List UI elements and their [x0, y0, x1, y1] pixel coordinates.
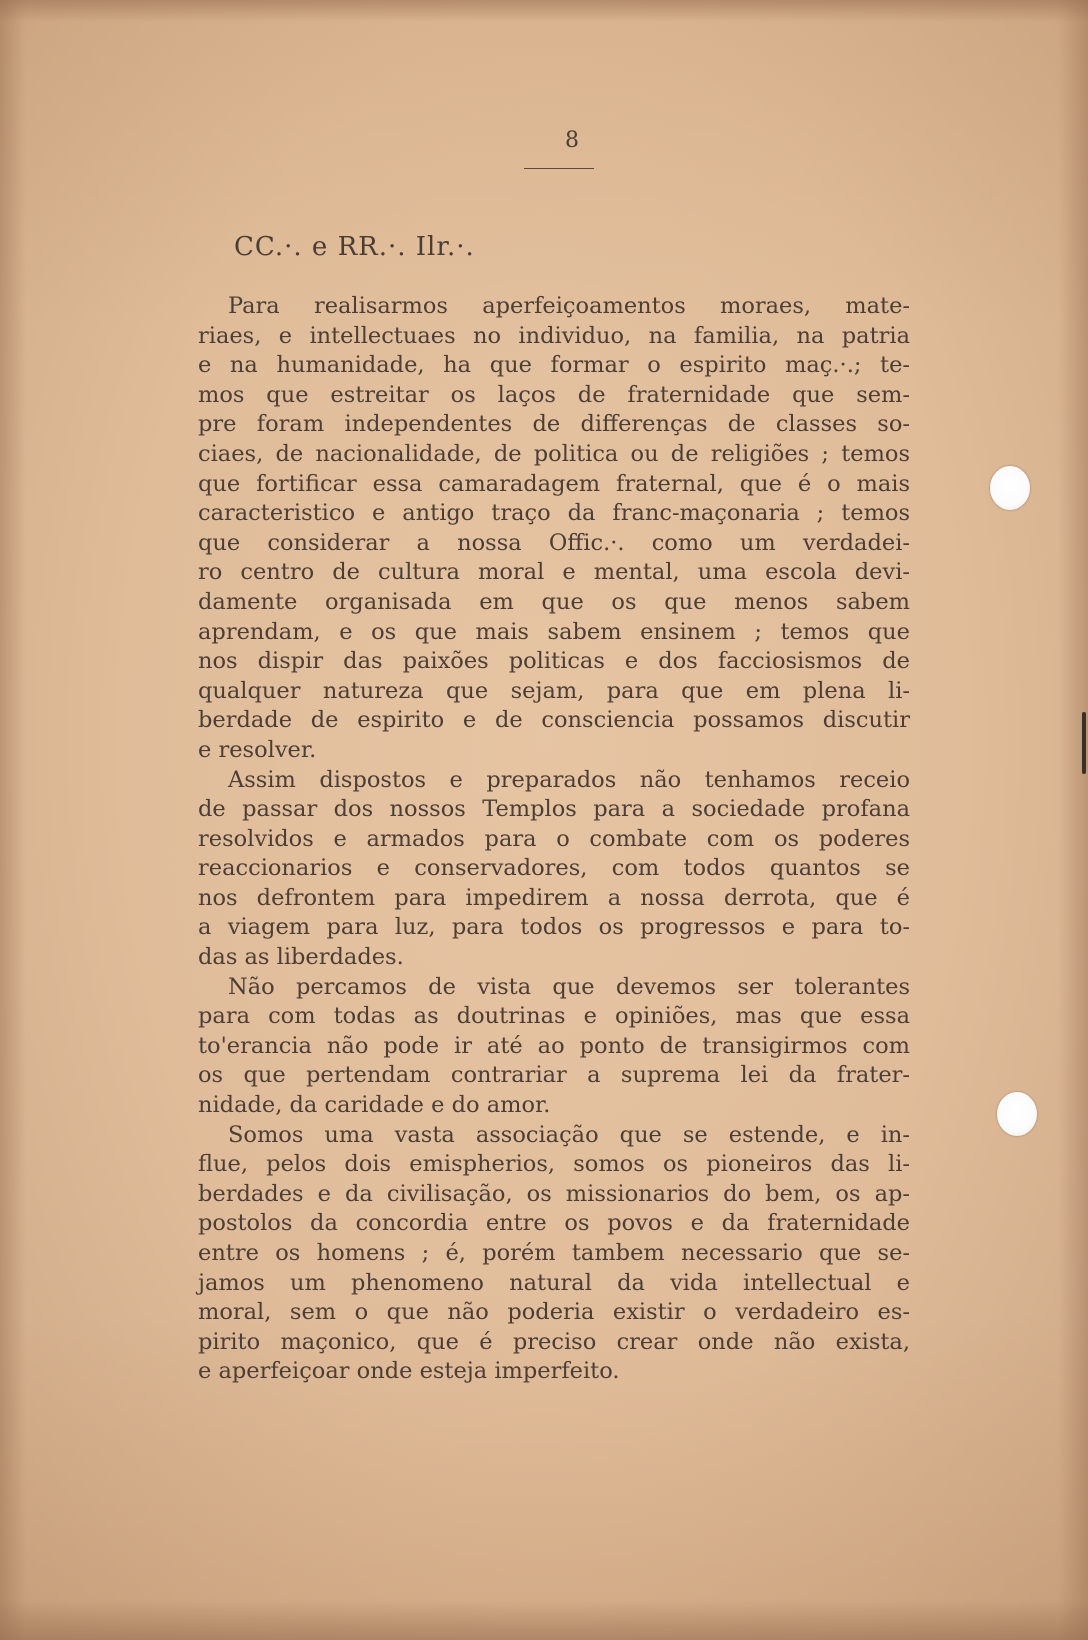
text-line: ciaes, de nacionalidade, de politica ou de religiões ; temos [198, 440, 910, 467]
text-line: qualquer natureza que sejam, para que em plena li- [198, 677, 910, 704]
text-line: jamos um phenomeno natural da vida intellectual e [198, 1269, 910, 1296]
page-number: 8 [565, 128, 579, 153]
text-line: to'erancia não pode ir até ao ponto de transigirmos com [198, 1032, 910, 1059]
paragraph [198, 1121, 910, 1387]
punch-hole [997, 1092, 1037, 1136]
punch-hole [990, 466, 1030, 510]
text-line: Somos uma vasta associação que se estende, e in- [228, 1121, 910, 1148]
text-line: caracteristico e antigo traço da franc-maçonaria ; temos [198, 500, 910, 527]
text-line: postolos da concordia entre os povos e da fraternidade [198, 1210, 910, 1237]
text-line: entre os homens ; é, porém tambem necessario que se- [198, 1240, 910, 1266]
text-line: riaes, e intellectuaes no individuo, na familia, na patria [198, 322, 910, 349]
text-line: resolvidos e armados para o combate com os poderes [198, 825, 910, 852]
paragraph [198, 292, 910, 766]
page-edge-shadow-right [1058, 0, 1088, 1640]
text-line: a viagem para luz, para todos os progressos e para to- [198, 914, 910, 941]
page-edge-shadow-left [0, 0, 26, 1640]
text-line: berdade de espirito e de consciencia possamos discutir [198, 707, 910, 734]
text-line: e resolver. [198, 736, 317, 763]
text-line: de passar dos nossos Templos para a sociedade profana [198, 796, 910, 823]
text-line: Não percamos de vista que devemos ser tolerantes [228, 973, 910, 1000]
text-line: para com todas as doutrinas e opiniões, mas que essa [198, 1003, 910, 1030]
text-line: berdades e da civilisação, os missionarios do bem, os ap- [198, 1180, 910, 1207]
text-line: aprendam, e os que mais sabem ensinem ; temos que [198, 618, 910, 645]
text-line: nos defrontem para impedirem a nossa derrota, que é [198, 884, 910, 911]
page-edge-shadow-bottom [0, 1600, 1088, 1640]
text-line: Para realisarmos aperfeiçoamentos moraes, mate- [228, 293, 910, 319]
text-line: moral, sem o que não poderia existir o verdadeiro es- [198, 1299, 910, 1326]
text-line: flue, pelos dois emispherios, somos os pioneiros das li- [198, 1151, 910, 1178]
text-line: reaccionarios e conservadores, com todos quantos se [198, 855, 910, 882]
text-line: que considerar a nossa Offic.·. como um verdadei- [198, 529, 910, 556]
paragraph [198, 766, 910, 973]
text-line: pre foram independentes de differenças de classes so- [198, 411, 910, 438]
paragraph [198, 973, 910, 1121]
page-number-rule [524, 168, 594, 169]
text-line: que fortificar essa camaradagem fraternal, que é o mais [198, 470, 910, 497]
text-line: e aperfeiçoar onde esteja imperfeito. [198, 1358, 620, 1385]
text-line: das as liberdades. [198, 944, 404, 971]
body-text [198, 292, 910, 1387]
text-line: pirito maçonico, que é preciso crear onde não exista, [198, 1328, 910, 1355]
salutation: CC.·. e RR.·. Ilr.·. [234, 232, 475, 262]
text-line: nidade, da caridade e do amor. [198, 1092, 551, 1119]
page-edge-shadow-top [0, 0, 1088, 22]
text-line: ro centro de cultura moral e mental, uma escola devi- [198, 559, 910, 586]
text-line: mos que estreitar os laços de fraternidade que sem- [198, 381, 910, 408]
text-line: Assim dispostos e preparados não tenhamos receio [228, 766, 910, 793]
text-line: os que pertendam contrariar a suprema lei da frater- [198, 1062, 910, 1089]
text-line: e na humanidade, ha que formar o espirito maç.·.; te- [198, 352, 910, 379]
text-line: nos dispir das paixões politicas e dos facciosismos de [198, 648, 910, 675]
text-line: damente organisada em que os que menos sabem [198, 588, 910, 615]
binding-mark [1082, 712, 1086, 774]
